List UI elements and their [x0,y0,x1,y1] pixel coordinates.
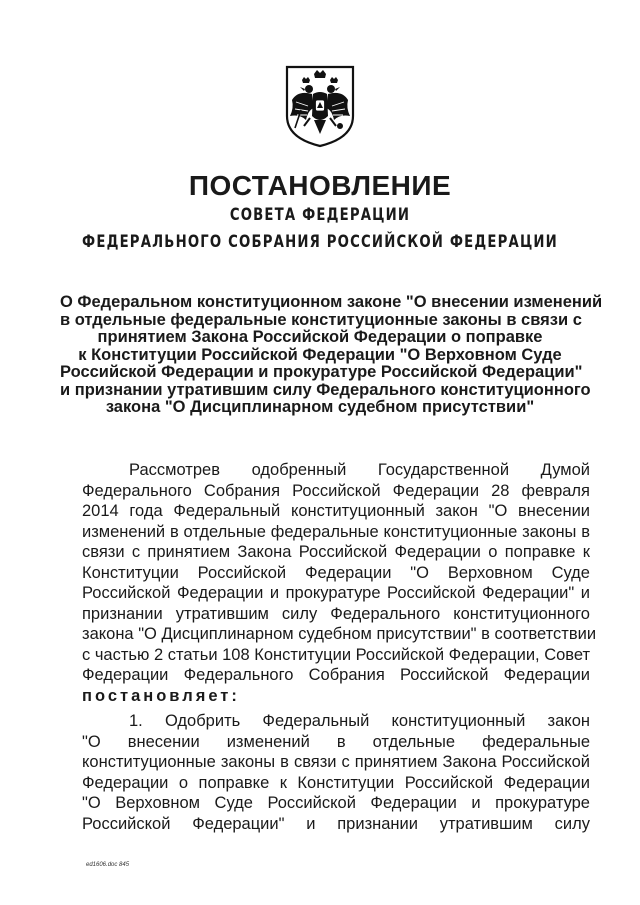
body-line: признании утратившим силу Федерального конституционного [82,604,590,623]
decree-word-line [82,686,590,707]
document-subtitle-1: СОВЕТА ФЕДЕРАЦИИ [229,205,411,225]
body-line: с частью 2 статьи 108 Конституции Российской Федерации, Совет [82,645,591,664]
heading-line: к Конституции Российской Федерации "О Верховном Суде [78,345,562,364]
body-line: 2014 года Федеральный конституционный закон "О внесении [82,502,590,520]
body-line: изменений в отдельные федеральные конституционные законы в [82,522,590,541]
document-subtitle-2: ФЕДЕРАЛЬНОГО СОБРАНИЯ РОССИЙСКОЙ ФЕДЕРАЦИИ [82,232,558,252]
body-line: Российской Федерации" и признании утратившим силу [82,814,590,833]
heading-line: принятием Закона Российской Федерации о поправке [97,328,543,346]
body-line: "О внесении изменений в отдельные федеральные [82,732,590,751]
body-line: Федерального Собрания Российской Федерации 28 февраля [82,481,590,500]
decree-word: постановляет: [82,686,240,705]
heading-line: в отдельные федеральные конституционные законы в связи с [60,310,582,329]
coat-of-arms-icon [284,64,356,148]
resolution-heading [60,293,603,417]
heading-line: О Федеральном конституционном законе "О внесении изменений [60,293,603,311]
body-line: Рассмотрев одобренный Государственной Думой [129,461,590,479]
body-line: Федерации Федерального Собрания Российской Федерации [82,666,590,684]
body-line: Конституции Российской Федерации "О Верховном Суде [82,563,590,582]
body-line: Российской Федерации и прокуратуре Российской Федерации" и [82,584,590,602]
body-line: 1. Одобрить Федеральный конституционный закон [129,712,590,730]
heading-line: и признании утратившим силу Федерального конституционного [60,380,591,399]
preamble-paragraph [82,460,597,706]
body-line: Федерации о поправке к Конституции Российской Федерации [82,773,590,792]
body-line: конституционные законы в связи с принятием Закона Российской [82,753,590,771]
item-1-paragraph [82,711,590,834]
body-line: закона "О Дисциплинарном судебном присутствии" в соответствии [82,625,597,643]
document-title: ПОСТАНОВЛЕНИЕ [188,170,452,201]
body-line: связи с принятием Закона Российской Федерации о поправке к [82,543,590,561]
body-line: "О Верховном Суде Российской Федерации и прокуратуре [82,794,590,812]
heading-line: Российской Федерации и прокуратуре Российской Федерации" [60,363,583,381]
heading-line: закона "О Дисциплинарном судебном присутствии" [105,398,535,416]
document-code: ed1606.doc 845 [86,862,130,868]
